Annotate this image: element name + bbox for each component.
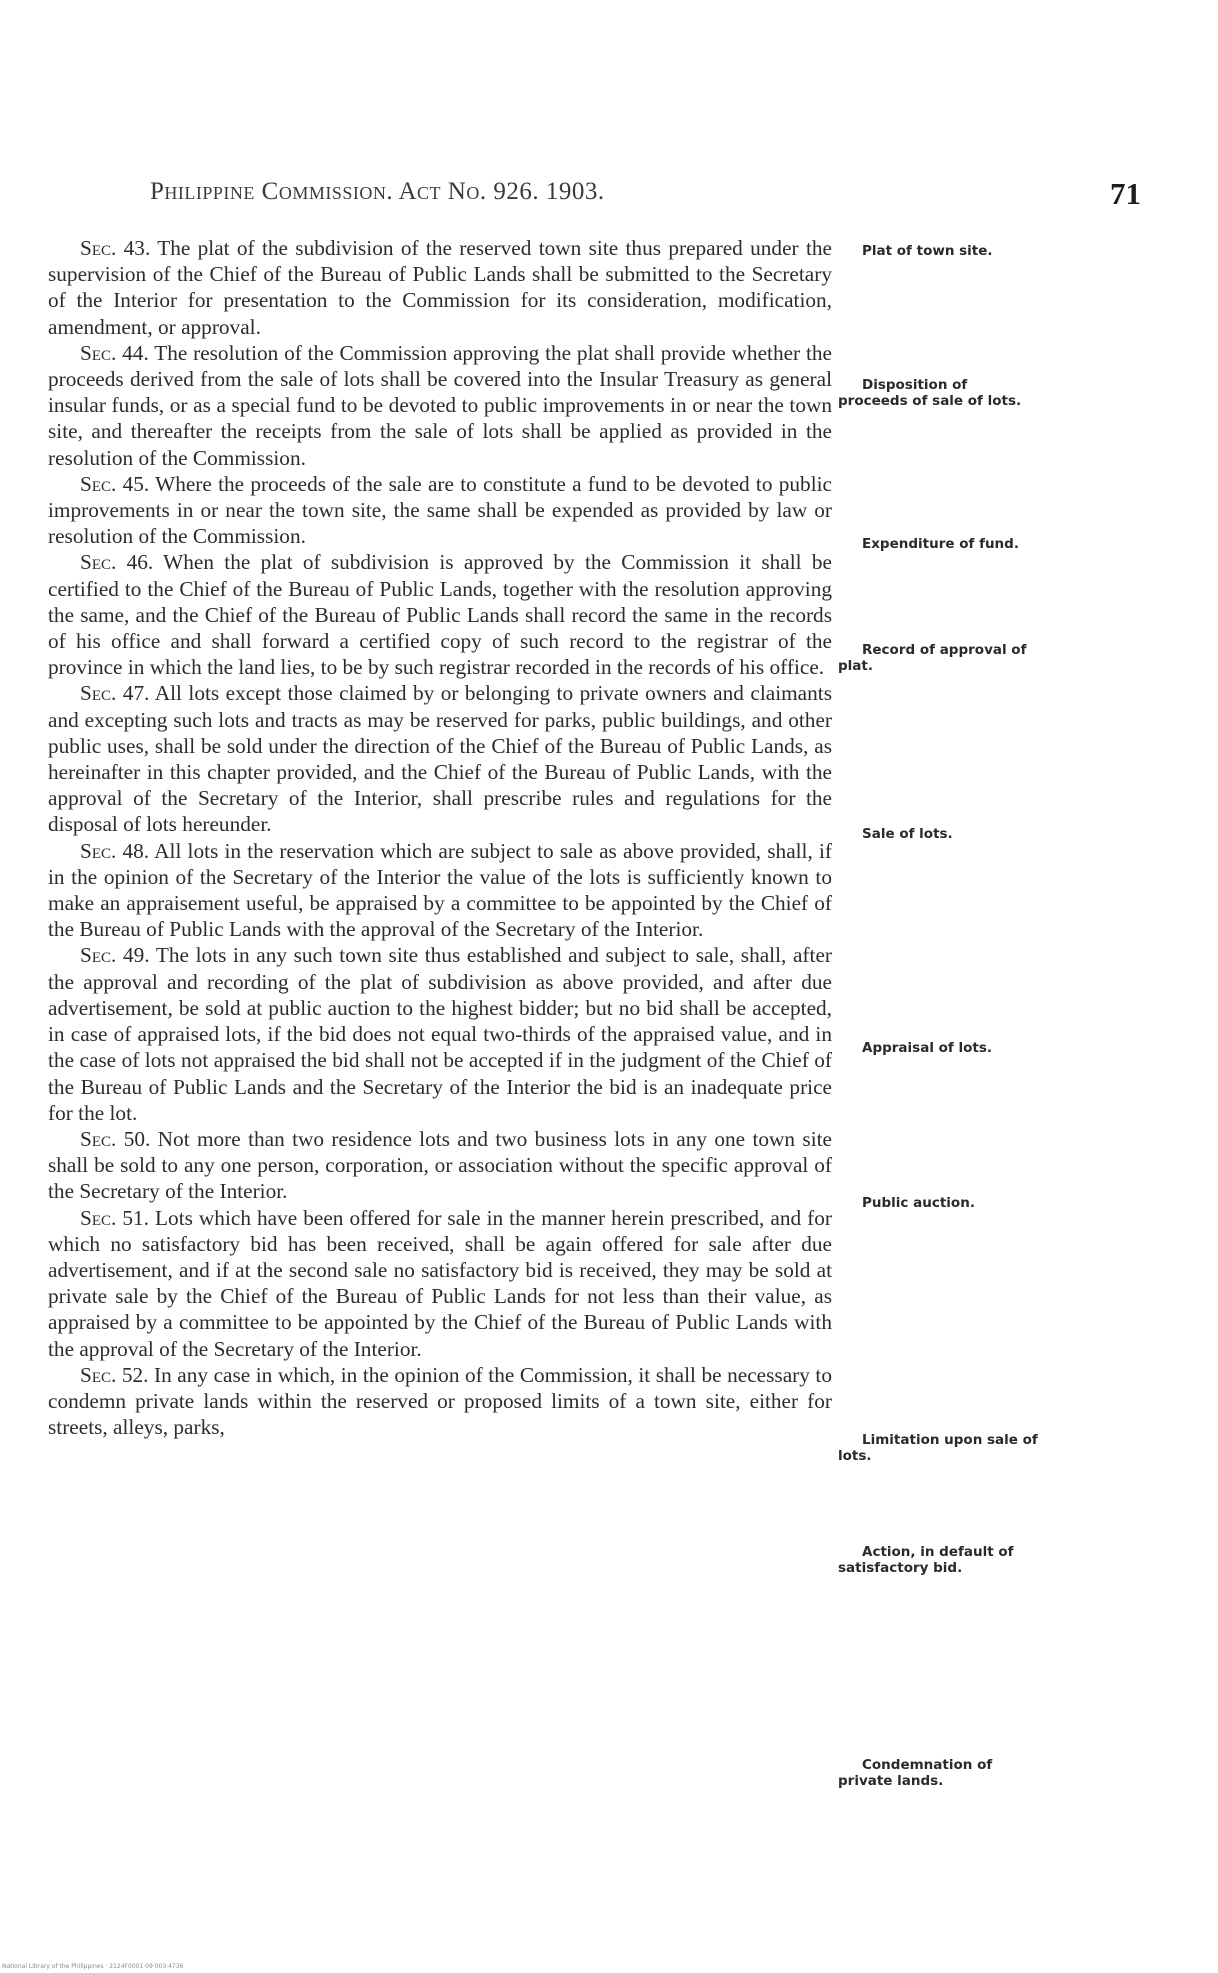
section-43 [48,235,832,340]
section-label: Sec. 50. [80,1126,151,1151]
section-label: Sec. 45. [80,471,150,496]
section-48 [48,838,832,943]
margin-note-appraisal-of-lots: Appraisal of lots. [862,1040,993,1056]
section-44 [48,340,832,471]
margin-note-expenditure-of-fund: Expenditure of fund. [862,536,1019,552]
section-label: Sec. 44. [80,340,149,365]
margin-note-limitation-upon-sale: Limitation upon sale of lots. [838,1432,1038,1464]
margin-note-sale-of-lots: Sale of lots. [862,826,953,842]
section-text: The plat of the subdivision of the reserved town site thus prepared under the supervision of the Chief of the Bureau of Public Lands shall be submitted to the Secretary of the Interior for presentation to the Commission for its consideration, modification, amendment, or approval. [48,236,832,339]
section-label: Sec. 49. [80,943,150,968]
section-text: Lots which have been offered for sale in the manner herein prescribed, and for which no satisfactory bid has been received, shall be again offered for sale after due advertisement, and if at the second sale no satisfactory bid is received, they may be sold at private sale by the Chief of the Bureau of Public Lands for not less than their value, as appraised by a committee to be appointed by the Chief of the Bureau of Public Lands with the approval of the Secretary of the Interior. [48,1205,832,1361]
section-45 [48,471,832,550]
section-50 [48,1126,832,1205]
running-title: Philippine Commission. Act No. 926. 1903. [150,178,605,205]
section-text: Not more than two residence lots and two business lots in any one town site shall be sold to any one person, corporation, or association without the specific approval of the Secretary of the Interior. [48,1126,832,1204]
margin-note-action-in-default: Action, in default of satisfactory bid. [838,1544,1014,1576]
section-46 [48,549,832,680]
section-text: The resolution of the Commission approving the plat shall provide whether the proceeds derived from the sale of lots shall be covered into the Insular Treasury as general insular funds, or as a special fund to be devoted to public improvements in or near the town site, and thereafter the receipts from the sale of lots shall be applied as provided in the resolution of the Commission. [48,340,832,470]
section-label: Sec. 47. [80,681,150,706]
body-text [48,235,832,1440]
scan-footer: National Library of the Philippines · 2124F0001·09·003·4736 [2,1963,184,1970]
section-label: Sec. 51. [80,1205,149,1230]
page-number: 71 [1110,176,1141,211]
section-text: All lots in the reservation which are subject to sale as above provided, shall, if in the opinion of the Secretary of the Interior the value of the lots is sufficiently known to make an appraisement useful, be appraised by a committee to be appointed by the Chief of the Bureau of Public Lands with the approval of the Secretary of the Interior. [48,838,832,942]
running-header [150,178,710,206]
margin-note-public-auction: Public auction. [862,1195,975,1211]
section-text: All lots except those claimed by or belonging to private owners and claimants and excepting such lots and tracts as may be reserved for parks, public buildings, and other public uses, shall be sold under the direction of the Chief of the Bureau of Public Lands, as hereinafter in this chapter provided, and the Chief of the Bureau of Public Lands, with the approval of the Secretary of the Interior, shall prescribe rules and regulations for the disposal of lots hereunder. [48,681,832,837]
section-51 [48,1205,832,1362]
section-text: In any case in which, in the opinion of the Commission, it shall be necessary to condemn private lands within the reserved or proposed limits of a town site, either for streets, alleys, parks, [48,1362,832,1440]
margin-note-condemnation: Condemnation of private lands. [838,1757,993,1789]
margin-note-disposition-of-proceeds: Disposition of proceeds of sale of lots. [838,377,1022,409]
section-text: Where the proceeds of the sale are to constitute a fund to be devoted to public improvements in or near the town site, the same shall be expended as provided by law or resolution of the Commission. [48,471,832,549]
section-52 [48,1362,832,1441]
margin-note-plat-of-town-site: Plat of town site. [862,243,993,259]
section-label: Sec. 43. [80,236,151,260]
section-49 [48,942,832,1125]
section-text: When the plat of subdivision is approved by the Commission it shall be certified to the Chief of the Bureau of Public Lands, together with the resolution approving the same, and the Chief of the Bureau of Public Lands shall record the same in the records of his office and shall forward a certified copy of such record to the registrar of the province in which the land lies, to be by such registrar recorded in the records of his office. [48,550,832,680]
margin-note-record-of-approval: Record of approval of plat. [838,642,1027,674]
section-label: Sec. 46. [80,550,154,575]
section-text: The lots in any such town site thus established and subject to sale, shall, after the approval and recording of the plat of subdivision as above provided, and after due advertisement, be sold at public auction to the highest bidder; but no bid shall be accepted, in case of appraised lots, if the bid does not equal two-thirds of the appraised value, and in the case of lots not appraised the bid shall not be accepted if in the judgment of the Chief of the Bureau of Public Lands and the Secretary of the Interior the bid is an inadequate price for the lot. [48,943,832,1125]
section-label: Sec. 48. [80,838,150,863]
section-label: Sec. 52. [80,1362,149,1387]
section-47 [48,680,832,837]
